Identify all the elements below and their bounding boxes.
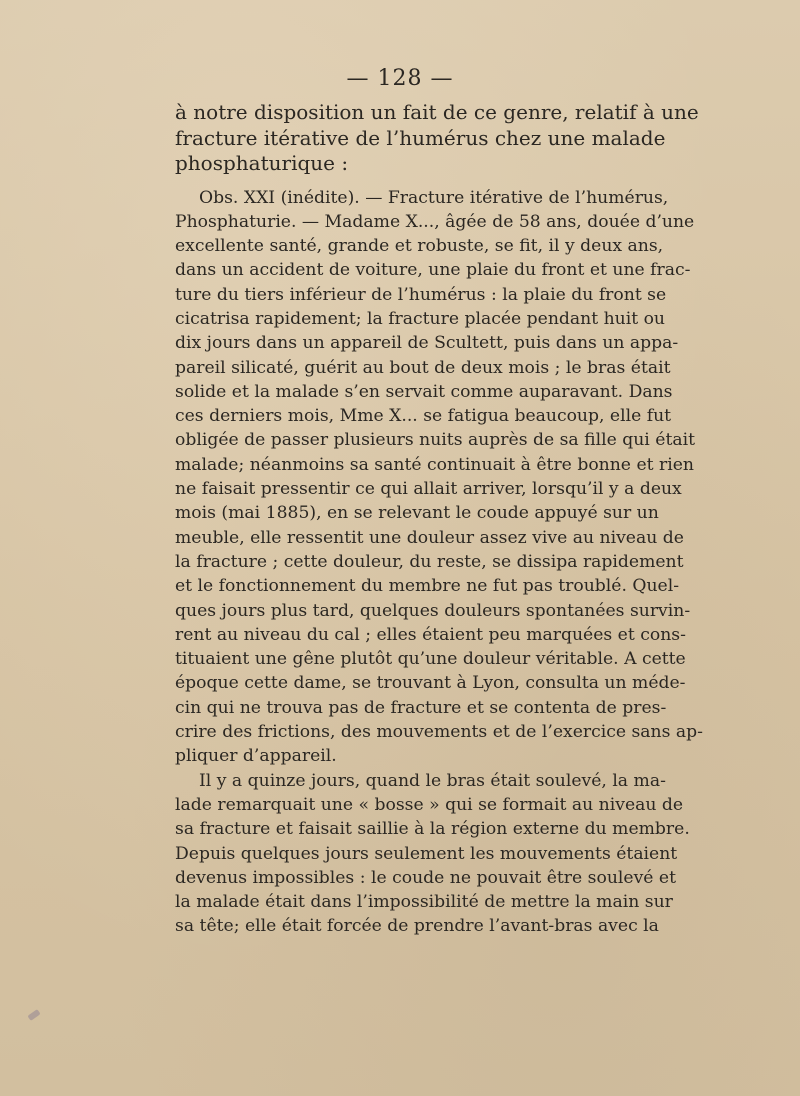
text-line: meuble, elle ressentit une douleur assez vive au niveau de [175, 527, 684, 548]
text-line: sa fracture et faisait saillie à la région externe du membre. [175, 819, 690, 840]
page-number: — 128 — [346, 66, 454, 91]
text-line: la fracture ; cette douleur, du reste, se dissipa rapidement [175, 551, 684, 572]
text-line: sa tête; elle était forcée de prendre l’avant-bras avec la [175, 916, 659, 937]
text-line: Phosphaturie. — Madame X..., âgée de 58 ans, douée d’une [175, 211, 695, 232]
ink-smudge [27, 1009, 40, 1021]
text-line: époque cette dame, se trouvant à Lyon, consulta un méde- [175, 673, 686, 694]
text-line: dix jours dans un appareil de Scultett, puis dans un appa- [175, 333, 679, 354]
text-line: mois (mai 1885), en se relevant le coude appuyé sur un [175, 503, 659, 524]
text-line: pareil silicaté, guérit au bout de deux mois ; le bras était [175, 357, 671, 378]
observation-paragraph [175, 186, 703, 769]
text-line: solide et la malade s’en servait comme auparavant. Dans [175, 381, 673, 402]
text-line: devenus impossibles : le coude ne pouvait être soulevé et [175, 867, 676, 888]
intro-paragraph [175, 100, 699, 177]
text-line: lade remarquait une « bosse » qui se formait au niveau de [175, 794, 684, 815]
text-line: la malade était dans l’impossibilité de mettre la main sur [175, 892, 673, 913]
text-line: ces derniers mois, Mme X... se fatigua beaucoup, elle fut [175, 406, 672, 427]
text-line: Il y a quinze jours, quand le bras était soulevé, la ma- [199, 770, 666, 791]
text-line: Depuis quelques jours seulement les mouvements étaient [175, 843, 678, 864]
continuation-paragraph [175, 769, 690, 939]
text-line: cicatrisa rapidement; la fracture placée pendant huit ou [175, 308, 666, 329]
text-line: ques jours plus tard, quelques douleurs spontanées survin- [175, 600, 691, 621]
text-line: rent au niveau du cal ; elles étaient peu marquées et cons- [175, 624, 686, 645]
text-line: pliquer d’appareil. [175, 746, 337, 767]
text-line: excellente santé, grande et robuste, se fit, il y deux ans, [175, 236, 664, 257]
text-line: ture du tiers inférieur de l’humérus : la plaie du front se [175, 284, 667, 305]
text-line: et le fonctionnement du membre ne fut pas troublé. Quel- [175, 576, 680, 597]
text-line: ne faisait pressentir ce qui allait arriver, lorsqu’il y a deux [175, 479, 682, 500]
text-line: phosphaturique : [175, 151, 349, 175]
text-line: malade; néanmoins sa santé continuait à être bonne et rien [175, 454, 694, 475]
text-line: cin qui ne trouva pas de fracture et se contenta de pres- [175, 697, 667, 718]
observation-heading-line: Obs. XXI (inédite). — Fracture itérative de l’humérus, [199, 187, 669, 208]
text-line: à notre disposition un fait de ce genre, relatif à une [175, 100, 699, 124]
text-line: obligée de passer plusieurs nuits auprès de sa fille qui était [175, 430, 695, 451]
body-text [175, 100, 703, 939]
text-line: crire des frictions, des mouvements et de l’exercice sans ap- [175, 722, 703, 743]
text-line: fracture itérative de l’humérus chez une malade [175, 125, 666, 150]
text-line: dans un accident de voiture, une plaie du front et une frac- [175, 260, 691, 281]
text-line: tituaient une gêne plutôt qu’une douleur véritable. A cette [175, 649, 686, 670]
